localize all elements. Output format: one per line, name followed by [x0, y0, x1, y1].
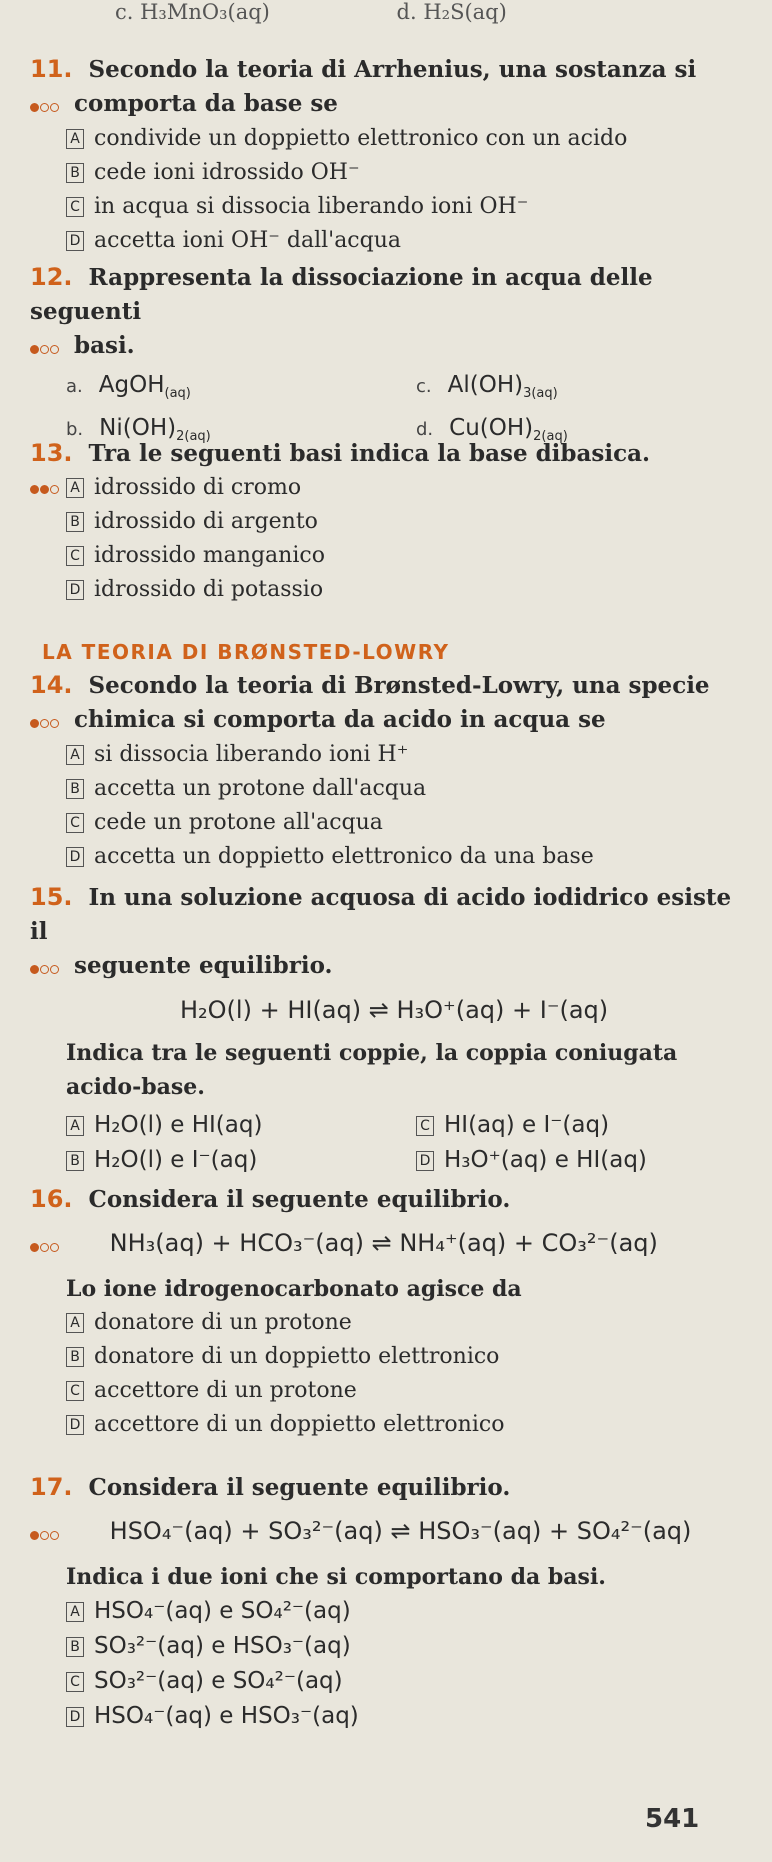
option-c[interactable]: C accettore di un protone — [30, 1374, 750, 1408]
difficulty-indicator — [30, 330, 66, 364]
question-17 — [30, 1470, 750, 1734]
option-b[interactable]: B SO₃²⁻(aq) e HSO₃⁻(aq) — [30, 1629, 750, 1664]
question-16 — [30, 1182, 750, 1442]
question-15 — [30, 880, 750, 1178]
question-text: Secondo la teoria di Brønsted-Lowry, una specie — [88, 672, 710, 699]
option-a[interactable]: A H₂O(l) e HI(aq) — [66, 1108, 416, 1143]
equilibrium-equation: H₂O(l) + HI(aq) ⇌ H₃O⁺(aq) + I⁻(aq) — [180, 996, 609, 1024]
option-c[interactable]: C HI(aq) e I⁻(aq) — [416, 1108, 746, 1143]
option-d[interactable]: D HSO₄⁻(aq) e HSO₃⁻(aq) — [30, 1699, 750, 1734]
question-number: 12. — [30, 263, 73, 291]
option-a[interactable]: A donatore di un protone — [30, 1306, 750, 1340]
equilibrium-equation: NH₃(aq) + HCO₃⁻(aq) ⇌ NH₄⁺(aq) + CO₃²⁻(aq) — [109, 1229, 658, 1257]
question-text: Secondo la teoria di Arrhenius, una sostanza si — [88, 56, 697, 83]
question-text-cont: basi. — [74, 332, 135, 359]
equilibrium-equation: HSO₄⁻(aq) + SO₃²⁻(aq) ⇌ HSO₃⁻(aq) + SO₄²⁻(aq) — [109, 1517, 692, 1545]
question-11 — [30, 52, 750, 258]
instruction-cont: acido-base. — [66, 1074, 205, 1100]
previous-question-tail — [115, 0, 627, 24]
prev-item-d: d. H₂S(aq) — [396, 0, 507, 24]
option-d[interactable]: D accetta un doppietto elettronico da una base — [30, 840, 750, 874]
question-number: 14. — [30, 671, 73, 699]
instruction: Indica tra le seguenti coppie, la coppia coniugata — [66, 1040, 678, 1066]
option-d[interactable]: D accettore di un doppietto elettronico — [30, 1408, 750, 1442]
question-text: Tra le seguenti basi indica la base dibasica. — [88, 440, 650, 467]
difficulty-indicator — [30, 1224, 66, 1264]
question-number: 13. — [30, 439, 73, 467]
option-c[interactable]: C idrossido manganico — [30, 539, 750, 573]
section-title: LA TEORIA DI BRØNSTED-LOWRY — [42, 640, 450, 664]
question-text-cont: seguente equilibrio. — [74, 952, 333, 979]
difficulty-indicator — [30, 950, 66, 984]
difficulty-indicator — [30, 1512, 66, 1552]
question-number: 17. — [30, 1473, 73, 1501]
options-grid — [30, 1108, 750, 1178]
instruction: Lo ione idrogenocarbonato agisce da — [66, 1276, 522, 1302]
option-b[interactable]: B idrossido di argento — [30, 505, 750, 539]
option-a[interactable]: A si dissocia liberando ioni H⁺ — [30, 738, 750, 772]
question-text-cont: comporta da base se — [74, 90, 338, 117]
option-c[interactable]: C in acqua si dissocia liberando ioni OH⁻ — [30, 190, 750, 224]
prev-item-c: c. H₃MnO₃(aq) — [115, 0, 270, 24]
item-c: c. $Al(OH)_{3(aq)}$ — [416, 372, 558, 401]
option-a[interactable]: A idrossido di cromo — [30, 471, 750, 505]
option-d[interactable]: D accetta ioni OH⁻ dall'acqua — [30, 224, 750, 258]
instruction: Indica i due ioni che si comportano da basi. — [66, 1564, 606, 1590]
option-b[interactable]: B donatore di un doppietto elettronico — [30, 1340, 750, 1374]
question-text: Considera il seguente equilibrio. — [88, 1474, 511, 1501]
question-text-cont: chimica si comporta da acido in acqua se — [74, 706, 606, 733]
item-d: d. $Cu(OH)_{2(aq)}$ — [416, 415, 568, 444]
option-b[interactable]: B accetta un protone dall'acqua — [30, 772, 750, 806]
difficulty-indicator — [30, 471, 66, 505]
question-text: In una soluzione acquosa di acido iodidrico esiste il — [30, 884, 732, 945]
option-d[interactable]: D idrossido di potassio — [30, 573, 750, 607]
difficulty-indicator — [30, 704, 66, 738]
question-number: 16. — [30, 1185, 73, 1213]
option-c[interactable]: C cede un protone all'acqua — [30, 806, 750, 840]
question-13 — [30, 436, 750, 607]
item-b: b. $Ni(OH)_{2(aq)}$ — [66, 415, 211, 444]
option-b[interactable]: B cede ioni idrossido OH⁻ — [30, 156, 750, 190]
question-12 — [30, 260, 750, 454]
option-a[interactable]: A condivide un doppietto elettronico con un acido — [30, 122, 750, 156]
question-number: 11. — [30, 55, 73, 83]
option-b[interactable]: B H₂O(l) e I⁻(aq) — [66, 1143, 416, 1178]
option-d[interactable]: D H₃O⁺(aq) e HI(aq) — [416, 1143, 746, 1178]
page-number: 541 — [645, 1804, 700, 1834]
difficulty-indicator — [30, 88, 66, 122]
question-text: Considera il seguente equilibrio. — [88, 1186, 511, 1213]
option-a[interactable]: A HSO₄⁻(aq) e SO₄²⁻(aq) — [30, 1594, 750, 1629]
option-c[interactable]: C SO₃²⁻(aq) e SO₄²⁻(aq) — [30, 1664, 750, 1699]
question-14 — [30, 668, 750, 874]
question-number: 15. — [30, 883, 73, 911]
question-text: Rappresenta la dissociazione in acqua delle seguenti — [30, 264, 653, 325]
item-a: a. AgOH$_{(aq)}$ — [66, 372, 191, 401]
